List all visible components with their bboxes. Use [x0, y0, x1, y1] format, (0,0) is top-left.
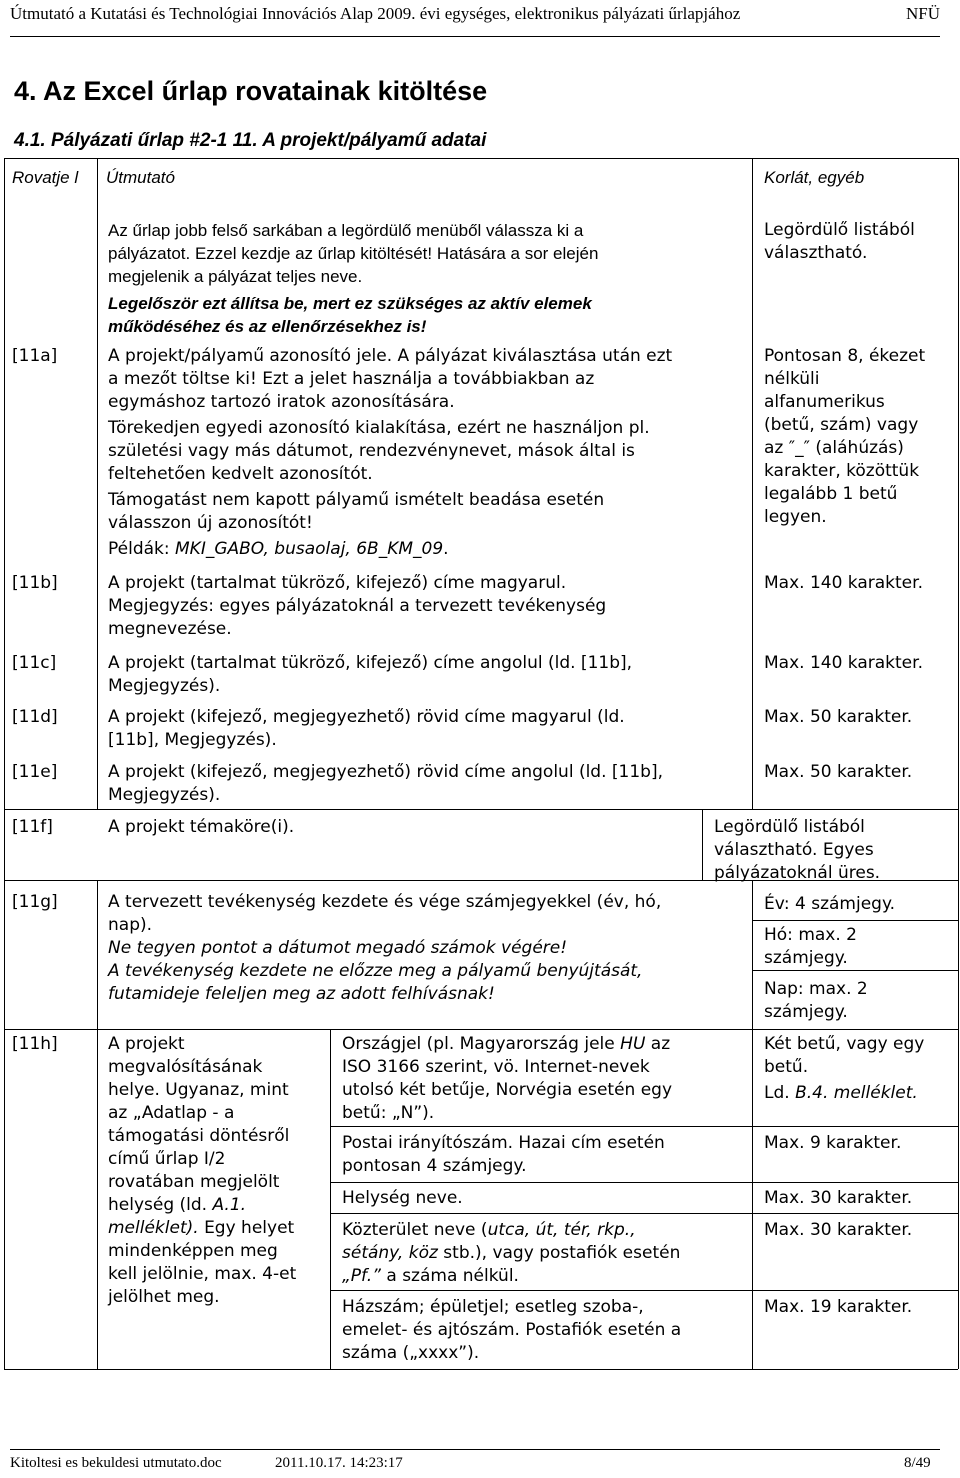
intro-line: megjelenik a pályázat teljes neve. — [108, 267, 363, 286]
text-line: támogatási döntésről — [108, 1126, 290, 1146]
subsection-title: 4.1. Pályázati űrlap #2-1 11. A projekt/pályamű adatai — [14, 130, 487, 151]
footer-page-number: 8/49 — [904, 1455, 931, 1471]
row-11h-left — [108, 1033, 328, 1309]
row-sep-11h-4 — [330, 1290, 958, 1291]
text-line: A tevékenység kezdete ne előzze meg a pályamű benyújtását, — [108, 961, 643, 981]
limit-line: Legördülő listából — [764, 220, 915, 240]
row-11h-orszag-limit — [764, 1033, 954, 1105]
row-11h-hazszam — [342, 1296, 752, 1365]
col-header-rovat: Rovatje l — [12, 168, 79, 187]
row-11h-helyseg: Helység neve. — [342, 1188, 463, 1208]
row-sep-11f-top — [4, 809, 958, 810]
row-11h-orszag — [342, 1033, 747, 1125]
footer-filename: Kitoltesi es bekuldesi utmutato.doc — [10, 1455, 222, 1471]
text-line: Törekedjen egyedi azonosító kialakítása, ezért ne használjon pl. — [108, 418, 650, 438]
row-11e-limit: Max. 50 karakter. — [764, 762, 913, 782]
col-header-korlat: Korlát, egyéb — [764, 168, 865, 187]
text-line: száma („xxxx”). — [342, 1343, 480, 1363]
text-line: Postai irányítószám. Hazai cím esetén — [342, 1133, 665, 1153]
row-sep-11h-1 — [330, 1126, 958, 1127]
limit-line: Hó: max. 2 — [764, 925, 857, 945]
text-line: Házszám; épületjel; esetleg szoba-, — [342, 1297, 644, 1317]
text-line: emelet- és ajtószám. Postafiók esetén a — [342, 1320, 682, 1340]
limit-line: számjegy. — [764, 948, 848, 968]
text-line: mindenképpen meg — [108, 1241, 278, 1261]
limit-line: Két betű, vagy egy — [764, 1034, 925, 1054]
row-11g-limit-ev: Év: 4 számjegy. — [764, 894, 895, 914]
text-fragment: sétány, köz — [342, 1243, 438, 1263]
examples-values: MKI_GABO, busaolaj, 6B_KM_09 — [175, 539, 444, 559]
table-right-border — [958, 158, 959, 1369]
text-line: pontosan 4 számjegy. — [342, 1156, 527, 1176]
examples-line — [108, 538, 748, 561]
row-11b-limit: Max. 140 karakter. — [764, 573, 923, 593]
examples-label: Példák: — [108, 539, 170, 559]
header-title: Útmutató a Kutatási és Technológiai Innovációs Alap 2009. évi egységes, elektronikus pályázati űrlapjához — [10, 4, 741, 23]
row-11h-kozterulet-limit: Max. 30 karakter. — [764, 1220, 913, 1240]
limit-line: számjegy. — [764, 1002, 848, 1022]
examples-end: . — [443, 539, 449, 559]
text-line — [342, 1033, 747, 1056]
col-header-utmutato: Útmutató — [106, 168, 175, 187]
text-line: A projekt (tartalmat tükröző, kifejező) címe magyarul. — [108, 573, 567, 593]
text-fragment: stb.), vagy postafiók esetén — [443, 1243, 681, 1263]
intro-line: Az űrlap jobb felső sarkában a legördülő menüből válassza ki a — [108, 221, 584, 240]
text-fragment: Közterület neve ( — [342, 1220, 488, 1240]
text-line: betű: „N”). — [342, 1103, 435, 1123]
text-line — [108, 1217, 328, 1240]
text-line: Ne tegyen pontot a dátumot megadó számok végére! — [108, 938, 568, 958]
intro-warning: Legelőször ezt állítsa be, mert ez szükséges az aktív elemek — [108, 294, 592, 313]
text-fragment: az — [650, 1034, 671, 1054]
limit-line — [764, 1082, 954, 1105]
row-code-11c: [11c] — [12, 653, 57, 673]
text-fragment: Országjel (pl. Magyarország jele — [342, 1034, 615, 1054]
text-line: kell jelölnie, max. 4-et — [108, 1264, 297, 1284]
col-sep-2-11f — [702, 809, 703, 880]
row-sep-11h-2 — [330, 1182, 958, 1183]
row-sep-11h-top — [4, 1029, 958, 1030]
text-fragment: Egy helyet — [204, 1218, 295, 1238]
running-header — [10, 4, 940, 24]
col-sep-1b — [97, 880, 98, 1369]
col-sep-2a — [752, 158, 753, 809]
row-11a-limit — [764, 345, 954, 529]
reference: A.1. — [212, 1195, 247, 1215]
text-line: megvalósításának — [108, 1057, 263, 1077]
text-line: jelölhet meg. — [108, 1287, 220, 1307]
row-11h-kozterulet — [342, 1219, 752, 1288]
row-11h-hazszam-limit: Max. 19 karakter. — [764, 1297, 913, 1317]
limit-line: választható. Egyes — [714, 840, 874, 860]
row-11c-limit: Max. 140 karakter. — [764, 653, 923, 673]
limit-line: legyen. — [764, 507, 827, 527]
row-code-11f: [11f] — [12, 817, 53, 837]
row-code-11b: [11b] — [12, 573, 58, 593]
row-sep-11h-3 — [330, 1213, 958, 1214]
intro-limit — [764, 219, 915, 265]
text-line: egymáshoz tartozó iratok azonosítására. — [108, 392, 455, 412]
text-line: helye. Ugyanaz, mint — [108, 1080, 289, 1100]
header-agency: NFÜ — [905, 4, 940, 23]
limit-line: Legördülő listából — [714, 817, 865, 837]
text-line — [342, 1242, 752, 1265]
country-code: HU — [620, 1034, 646, 1054]
table-bottom-border — [4, 1369, 958, 1370]
text-line: megnevezése. — [108, 619, 232, 639]
section-title: 4. Az Excel űrlap rovatainak kitöltése — [14, 76, 488, 106]
text-line: Támogatást nem kapott pályamű ismételt beadása esetén — [108, 490, 605, 510]
row-11b-text — [108, 572, 748, 641]
intro-text — [108, 219, 748, 338]
row-11g-limit-nap — [764, 978, 868, 1024]
limit-line: az ″_″ (aláhúzás) — [764, 438, 904, 458]
row-11d-text — [108, 706, 748, 752]
text-line: A projekt (kifejező, megjegyezhető) rövid címe magyarul (ld. — [108, 707, 625, 727]
row-sep-11g-ho — [752, 970, 958, 971]
table-left-border — [4, 158, 5, 1369]
row-11g-text — [108, 891, 748, 1006]
row-sep-11g-ev — [752, 920, 958, 921]
text-line: ISO 3166 szerint, vö. Internet-nevek — [342, 1057, 650, 1077]
limit-line: (betű, szám) vagy — [764, 415, 919, 435]
text-fragment: helység (ld. — [108, 1195, 208, 1215]
reference: B.4. melléklet. — [795, 1083, 918, 1103]
limit-line: nélküli — [764, 369, 820, 389]
text-line: a mezőt töltse ki! Ezt a jelet használja a továbbiakban az — [108, 369, 595, 389]
col-sep-11h-inner — [330, 1029, 331, 1369]
limit-line: választható. — [764, 243, 868, 263]
row-11h-posta-limit: Max. 9 karakter. — [764, 1133, 902, 1153]
footer-datetime: 2011.10.17. 14:23:17 — [275, 1455, 403, 1471]
text-line: az „Adatlap - a — [108, 1103, 235, 1123]
table-top-border — [4, 158, 958, 159]
text-line — [342, 1265, 752, 1288]
text-line: feltehetően kedvelt azonosítót. — [108, 464, 373, 484]
text-fragment: utca, út, tér, rkp., — [487, 1220, 636, 1240]
row-code-11d: [11d] — [12, 707, 58, 727]
limit-line: alfanumerikus — [764, 392, 885, 412]
row-11e-text — [108, 761, 748, 807]
text-line: A projekt (tartalmat tükröző, kifejező) címe angolul (ld. [11b], — [108, 653, 633, 673]
intro-line: pályázatot. Ezzel kezdje az űrlap kitöltését! Hatására a sor elején — [108, 244, 599, 263]
text-line: Megjegyzés: egyes pályázatoknál a tervezett tevékenység — [108, 596, 607, 616]
text-line — [342, 1219, 752, 1242]
text-line: A projekt (kifejező, megjegyezhető) rövid címe angolul (ld. [11b], — [108, 762, 663, 782]
row-11f-text: A projekt témaköre(i). — [108, 817, 295, 837]
row-11g-limit-ho — [764, 924, 857, 970]
text-line: A projekt — [108, 1034, 185, 1054]
text-line: A tervezett tevékenység kezdete és vége számjegyekkel (év, hó, — [108, 892, 662, 912]
row-code-11a: [11a] — [12, 346, 58, 366]
row-code-11h: [11h] — [12, 1034, 58, 1054]
row-code-11g: [11g] — [12, 892, 58, 912]
text-line: [11b], Megjegyzés). — [108, 730, 277, 750]
row-11a-text — [108, 345, 748, 561]
row-code-11e: [11e] — [12, 762, 58, 782]
row-11f-limit — [714, 816, 954, 885]
footer-rule — [10, 1449, 940, 1450]
intro-warning: működéséhez és az ellenőrzésekhez is! — [108, 317, 427, 336]
row-11h-helyseg-limit: Max. 30 karakter. — [764, 1188, 913, 1208]
text-line: nap). — [108, 915, 153, 935]
limit-line: Pontosan 8, ékezet — [764, 346, 926, 366]
limit-line: betű. — [764, 1057, 809, 1077]
limit-line: legalább 1 betű — [764, 484, 898, 504]
text-line: rovatában megjelölt — [108, 1172, 280, 1192]
col-sep-1a — [97, 158, 98, 809]
text-line: A projekt/pályamű azonosító jele. A pályázat kiválasztása után ezt — [108, 346, 673, 366]
header-rule — [10, 36, 940, 37]
limit-line: Nap: max. 2 — [764, 979, 868, 999]
limit-line: pályázatoknál üres. — [714, 863, 881, 883]
text-line: Megjegyzés). — [108, 785, 221, 805]
row-11c-text — [108, 652, 748, 698]
text-line: születési vagy más dátumot, rendezvénynevet, mások által is — [108, 441, 635, 461]
text-line — [108, 1194, 328, 1217]
reference: melléklet). — [108, 1218, 199, 1238]
col-sep-2b — [752, 880, 753, 1369]
text-line: válasszon új azonosítót! — [108, 513, 313, 533]
text-line: Megjegyzés). — [108, 676, 221, 696]
text-line: utolsó két betűje, Norvégia esetén egy — [342, 1080, 673, 1100]
text-fragment: a száma nélkül. — [386, 1266, 519, 1286]
text-line: című űrlap I/2 — [108, 1149, 226, 1169]
row-11h-posta — [342, 1132, 747, 1178]
limit-line: karakter, közöttük — [764, 461, 920, 481]
row-11d-limit: Max. 50 karakter. — [764, 707, 913, 727]
text-fragment: „Pf.” — [342, 1266, 381, 1286]
text-fragment: Ld. — [764, 1083, 790, 1103]
text-line: futamideje feleljen meg az adott felhívásnak! — [108, 984, 495, 1004]
